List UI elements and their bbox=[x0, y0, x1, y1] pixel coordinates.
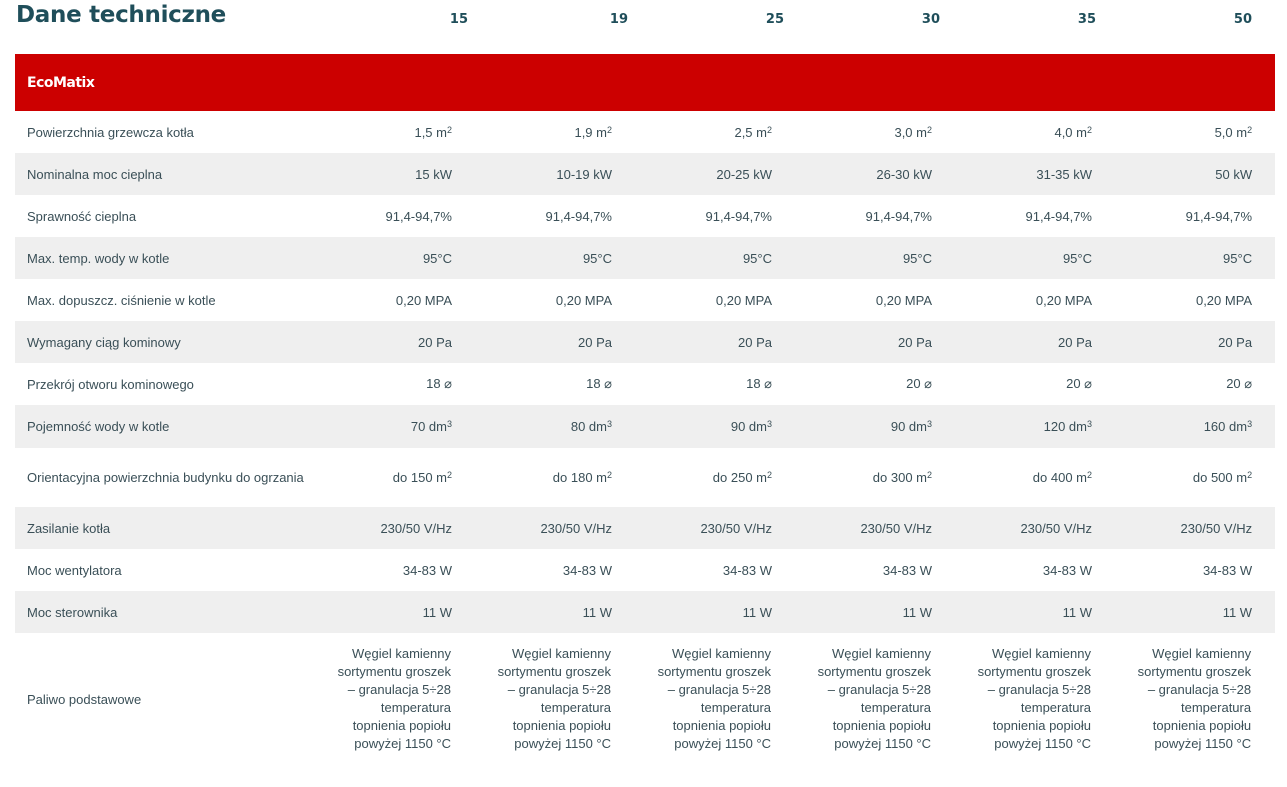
cell-value: 5,0 $m^2$ bbox=[1115, 111, 1275, 153]
cell-value: 20 ⌀ bbox=[1115, 363, 1275, 405]
table-row bbox=[15, 363, 1275, 405]
cell-value: 20 Pa bbox=[1115, 321, 1275, 363]
cell-value: 11 W bbox=[955, 591, 1115, 633]
column-header-30: 30 bbox=[921, 12, 940, 27]
cell-value: 31-35 kW bbox=[955, 153, 1115, 195]
table-row bbox=[15, 153, 1275, 195]
row-label: Orientacyjna powierzchnia budynku do ogrzania bbox=[15, 448, 315, 507]
cell-value: 120 $dm^3$ bbox=[955, 405, 1115, 448]
table-row bbox=[15, 507, 1275, 549]
row-label: Sprawność cieplna bbox=[15, 195, 315, 237]
cell-value: 20 ⌀ bbox=[955, 363, 1115, 405]
row-label: Powierzchnia grzewcza kotła bbox=[15, 111, 315, 153]
cell-value: Węgiel kamienny sortymentu groszek – granulacja 5÷28 temperatura topnienia popiołu powyżej 1150 °C bbox=[955, 633, 1115, 765]
cell-value: 15 kW bbox=[315, 153, 475, 195]
unit-superscript: 2 bbox=[1247, 124, 1253, 135]
cell-value: 18 ⌀ bbox=[315, 363, 475, 405]
cell-value: 95°C bbox=[795, 237, 955, 279]
cell-value: 80 $dm^3$ bbox=[475, 405, 635, 448]
cell-value: 2,5 $m^2$ bbox=[635, 111, 795, 153]
unit-superscript: 2 bbox=[766, 124, 772, 135]
column-header-15: 15 bbox=[449, 12, 468, 27]
unit-superscript: 2 bbox=[606, 470, 612, 480]
cell-value: 34-83 W bbox=[795, 549, 955, 591]
unit-superscript: 2 bbox=[446, 124, 452, 135]
cell-value: 95°C bbox=[1115, 237, 1275, 279]
spec-table bbox=[15, 54, 1275, 765]
cell-value: 230/50 V/Hz bbox=[315, 507, 475, 549]
table-row bbox=[15, 448, 1275, 507]
unit-superscript: 2 bbox=[1086, 124, 1092, 135]
cell-value: do 150 $m^2$ bbox=[315, 448, 475, 507]
cell-value: 230/50 V/Hz bbox=[475, 507, 635, 549]
unit-superscript: 3 bbox=[1086, 419, 1092, 429]
cell-value: 95°C bbox=[955, 237, 1115, 279]
cell-value: 91,4-94,7% bbox=[475, 195, 635, 237]
cell-value: 90 $dm^3$ bbox=[795, 405, 955, 448]
unit-superscript: 3 bbox=[766, 419, 772, 429]
cell-value: 50 kW bbox=[1115, 153, 1275, 195]
table-row bbox=[15, 237, 1275, 279]
row-label: Max. dopuszcz. ciśnienie w kotle bbox=[15, 279, 315, 321]
cell-value: 20 ⌀ bbox=[795, 363, 955, 405]
row-label: Moc sterownika bbox=[15, 591, 315, 633]
column-header-50: 50 bbox=[1233, 12, 1252, 27]
cell-value: 34-83 W bbox=[955, 549, 1115, 591]
cell-value: 91,4-94,7% bbox=[315, 195, 475, 237]
cell-value: 26-30 kW bbox=[795, 153, 955, 195]
unit-superscript: 2 bbox=[1086, 470, 1092, 480]
cell-value: 91,4-94,7% bbox=[1115, 195, 1275, 237]
unit-superscript: 2 bbox=[446, 470, 452, 480]
cell-value: 34-83 W bbox=[475, 549, 635, 591]
cell-value: do 300 $m^2$ bbox=[795, 448, 955, 507]
cell-value: 1,9 $m^2$ bbox=[475, 111, 635, 153]
cell-value: 91,4-94,7% bbox=[635, 195, 795, 237]
row-label: Nominalna moc cieplna bbox=[15, 153, 315, 195]
cell-value: 20 Pa bbox=[475, 321, 635, 363]
row-label: Paliwo podstawowe bbox=[15, 633, 315, 765]
cell-value: 1,5 $m^2$ bbox=[315, 111, 475, 153]
cell-value: Węgiel kamienny sortymentu groszek – granulacja 5÷28 temperatura topnienia popiołu powyżej 1150 °C bbox=[1115, 633, 1275, 765]
unit-superscript: 2 bbox=[606, 124, 612, 135]
cell-value: 34-83 W bbox=[1115, 549, 1275, 591]
cell-value: 160 $dm^3$ bbox=[1115, 405, 1275, 448]
cell-value: 20 Pa bbox=[315, 321, 475, 363]
cell-value: 20 Pa bbox=[795, 321, 955, 363]
row-label: Moc wentylatora bbox=[15, 549, 315, 591]
cell-value: do 400 $m^2$ bbox=[955, 448, 1115, 507]
cell-value: 0,20 MPA bbox=[955, 279, 1115, 321]
cell-value: 91,4-94,7% bbox=[795, 195, 955, 237]
cell-value: Węgiel kamienny sortymentu groszek – granulacja 5÷28 temperatura topnienia popiołu powyżej 1150 °C bbox=[475, 633, 635, 765]
cell-value: 0,20 MPA bbox=[635, 279, 795, 321]
table-row bbox=[15, 549, 1275, 591]
unit-superscript: 3 bbox=[606, 419, 612, 429]
cell-value: 11 W bbox=[315, 591, 475, 633]
row-label: Wymagany ciąg kominowy bbox=[15, 321, 315, 363]
column-header-35: 35 bbox=[1077, 12, 1096, 27]
cell-value: 0,20 MPA bbox=[315, 279, 475, 321]
cell-value: 95°C bbox=[635, 237, 795, 279]
cell-value: 230/50 V/Hz bbox=[955, 507, 1115, 549]
column-header-25: 25 bbox=[765, 12, 784, 27]
cell-value: 10-19 kW bbox=[475, 153, 635, 195]
cell-value: do 500 $m^2$ bbox=[1115, 448, 1275, 507]
unit-superscript: 3 bbox=[926, 419, 932, 429]
cell-value: 95°C bbox=[315, 237, 475, 279]
cell-value: 4,0 $m^2$ bbox=[955, 111, 1115, 153]
cell-value: do 250 $m^2$ bbox=[635, 448, 795, 507]
column-header-19: 19 bbox=[609, 12, 628, 27]
unit-superscript: 2 bbox=[1247, 470, 1253, 480]
cell-value: 230/50 V/Hz bbox=[635, 507, 795, 549]
cell-value: 0,20 MPA bbox=[1115, 279, 1275, 321]
cell-value: 3,0 $m^2$ bbox=[795, 111, 955, 153]
table-row bbox=[15, 279, 1275, 321]
cell-value: 91,4-94,7% bbox=[955, 195, 1115, 237]
page-title: Dane techniczne bbox=[16, 2, 226, 28]
cell-value: 11 W bbox=[475, 591, 635, 633]
cell-value: Węgiel kamienny sortymentu groszek – granulacja 5÷28 temperatura topnienia popiołu powyżej 1150 °C bbox=[795, 633, 955, 765]
cell-value: 70 $dm^3$ bbox=[315, 405, 475, 448]
cell-value: 20 Pa bbox=[955, 321, 1115, 363]
unit-superscript: 3 bbox=[1247, 419, 1253, 429]
row-label: Max. temp. wody w kotle bbox=[15, 237, 315, 279]
cell-value: 11 W bbox=[795, 591, 955, 633]
cell-value: 11 W bbox=[1115, 591, 1275, 633]
cell-value: 11 W bbox=[635, 591, 795, 633]
table-row bbox=[15, 633, 1275, 765]
cell-value: 18 ⌀ bbox=[635, 363, 795, 405]
table-row bbox=[15, 195, 1275, 237]
table-row bbox=[15, 111, 1275, 153]
cell-value: 0,20 MPA bbox=[795, 279, 955, 321]
row-label: Zasilanie kotła bbox=[15, 507, 315, 549]
section-header-row bbox=[15, 54, 1275, 111]
row-label: Pojemność wody w kotle bbox=[15, 405, 315, 448]
cell-value: Węgiel kamienny sortymentu groszek – granulacja 5÷28 temperatura topnienia popiołu powyżej 1150 °C bbox=[315, 633, 475, 765]
unit-superscript: 3 bbox=[446, 419, 452, 429]
cell-value: 34-83 W bbox=[635, 549, 795, 591]
unit-superscript: 2 bbox=[926, 124, 932, 135]
cell-value: 90 $dm^3$ bbox=[635, 405, 795, 448]
cell-value: 20 Pa bbox=[635, 321, 795, 363]
cell-value: 18 ⌀ bbox=[475, 363, 635, 405]
cell-value: 95°C bbox=[475, 237, 635, 279]
cell-value: Węgiel kamienny sortymentu groszek – granulacja 5÷28 temperatura topnienia popiołu powyżej 1150 °C bbox=[635, 633, 795, 765]
table-row bbox=[15, 591, 1275, 633]
unit-superscript: 2 bbox=[926, 470, 932, 480]
cell-value: 230/50 V/Hz bbox=[1115, 507, 1275, 549]
table-row bbox=[15, 405, 1275, 448]
cell-value: do 180 $m^2$ bbox=[475, 448, 635, 507]
row-label: Przekrój otworu kominowego bbox=[15, 363, 315, 405]
cell-value: 0,20 MPA bbox=[475, 279, 635, 321]
table-row bbox=[15, 321, 1275, 363]
cell-value: 20-25 kW bbox=[635, 153, 795, 195]
section-label: EcoMatix bbox=[15, 54, 1275, 111]
unit-superscript: 2 bbox=[766, 470, 772, 480]
cell-value: 34-83 W bbox=[315, 549, 475, 591]
cell-value: 230/50 V/Hz bbox=[795, 507, 955, 549]
